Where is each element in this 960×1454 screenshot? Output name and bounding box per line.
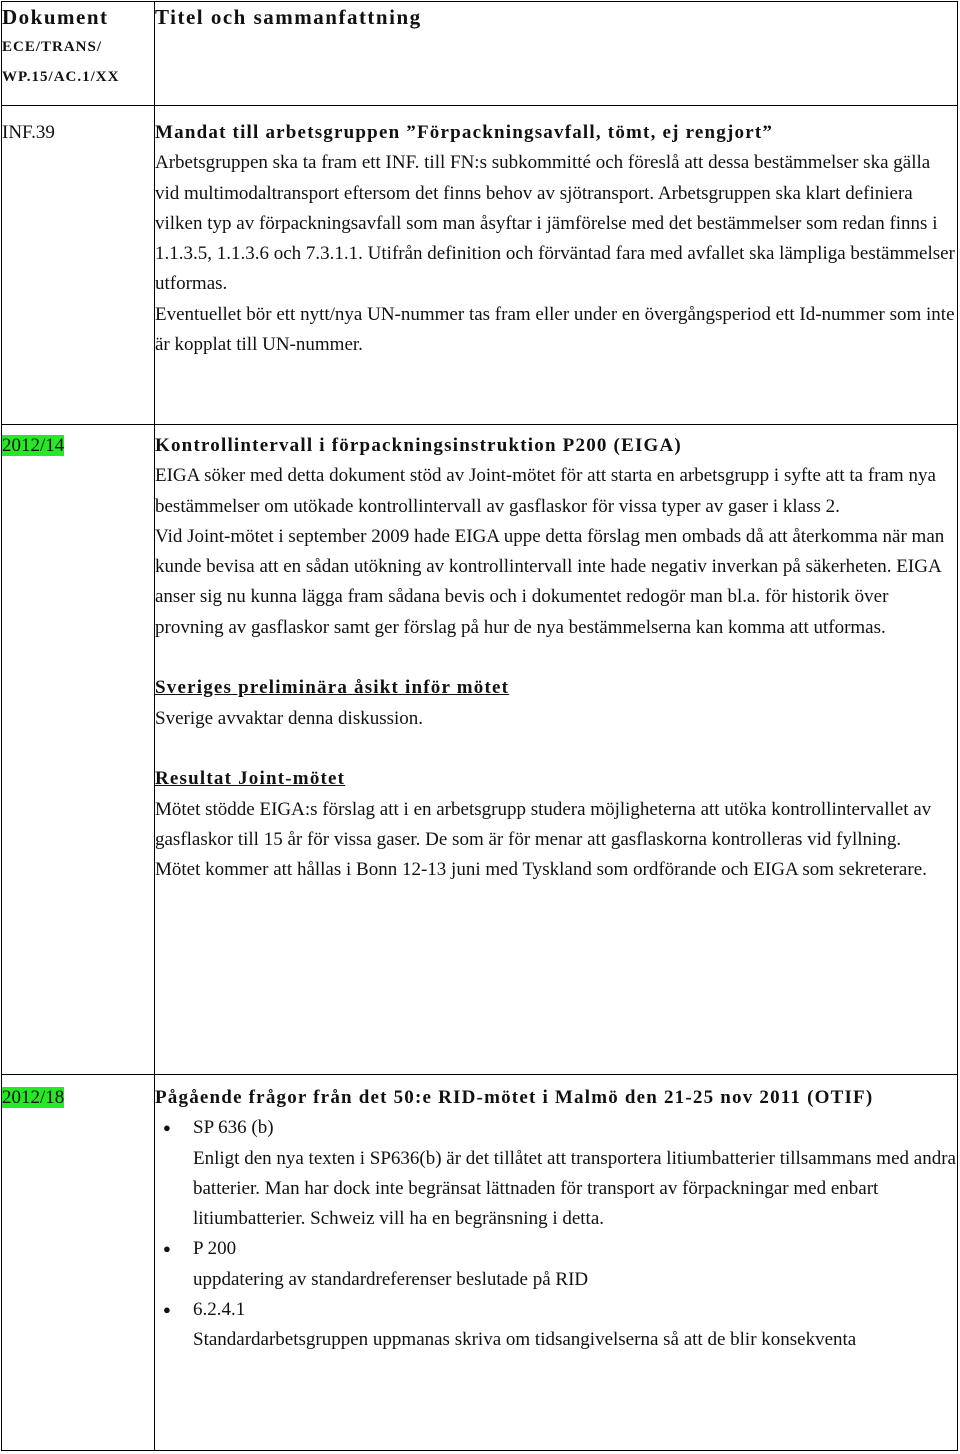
bullet-label: ● P 200 [193,1238,237,1260]
header-doc-cell [2,2,155,106]
row-2012-18 [2,1075,958,1451]
row-inf39 [2,106,958,425]
bullet-list [155,1113,957,1355]
item-paragraph: EIGA söker med detta dokument stöd av Joint-mötet för att starta en arbetsgrupp i syfte att ta fram nya bestämmelser om utökade kontrollintervall av gasflaskor för vissa typer av gaser i klass 2. [155,465,936,517]
item-title: Mandat till arbetsgruppen ”Förpackningsavfall, tömt, ej rengjort” [155,122,774,143]
result-paragraph: Mötet kommer att hållas i Bonn 12-13 juni med Tyskland som ordförande och EIGA som sekreterare. [155,859,927,881]
row-id-highlighted: 2012/18 [2,1087,65,1108]
bullet-text: uppdatering av standardreferenser beslutade på RID [193,1268,589,1290]
list-item [193,1295,957,1356]
item-title: Pågående frågor från det 50:e RID-mötet i Malmö den 21-25 nov 2011 (OTIF) [155,1087,874,1108]
list-item [193,1113,957,1234]
row-content-cell [155,425,958,1075]
item-paragraph: Arbetsgruppen ska ta fram ett INF. till FN:s subkommitté och föreslå att dessa bestämmelser ska gälla vid multimodaltransport eftersom det finns behov av sjötransport. Arbetsgruppen ska klart definiera vilken typ av förpackningsavfall som man åsyftar i jämförelse med det bestämmelser som redan finns i 1.1.3.5, 1.1.3.6 och 7.3.1.1. Utifrån definition och förväntad fara med avfallet ska lämpliga bestämmelser utformas. [155,152,955,295]
result-paragraph: Mötet stödde EIGA:s förslag att i en arbetsgrupp studera möjligheterna att utöka kontrollintervallet av gasflaskor till 15 år för vissa gaser. De som är för menar att gasflaskorna kontrolleras vid fyllning. [155,798,932,850]
header-row [2,2,958,106]
bullet-text: Enligt den nya texten i SP636(b) är det tillåtet att transportera litiumbatterier tillsammans med andra batterier. Man har dock inte begränsat lättnaden för transport av förpackningar med enbart litiumbatterier. Schweiz vill ha en begränsning i detta. [193,1147,956,1230]
spacer [155,643,957,673]
bullet-label: ● 6.2.4.1 [193,1299,246,1321]
row-id-cell [2,106,155,425]
sweden-opinion-heading: Sveriges preliminära åsikt inför mötet [155,677,510,699]
list-item [193,1234,957,1295]
title-summary-heading: Titel och sammanfattning [155,5,422,29]
row-2012-14 [2,425,958,1075]
row-content-cell [155,1075,958,1451]
bullet-label: ● SP 636 (b) [193,1117,274,1139]
result-heading: Resultat Joint-mötet [155,768,346,790]
doc-code: ECE/TRANS/ WP.15/AC.1/XX [2,39,120,85]
row-content-cell [155,106,958,425]
item-paragraph: Eventuellet bör ett nytt/nya UN-nummer tas fram eller under en övergångsperiod ett Id-nummer som inte är kopplat till UN-nummer. [155,303,955,356]
row-id-highlighted: 2012/14 [2,435,65,456]
item-title: Kontrollintervall i förpackningsinstruktion P200 (EIGA) [155,435,682,456]
spacer [155,734,957,764]
item-paragraph: Vid Joint-mötet i september 2009 hade EIGA uppe detta förslag men ombads då att återkomma när man kunde bevisa att en sådan utökning av kontrollintervall inte hade negativ inverkan på säkerheten. EIGA anser sig nu kunna lägga fram sådana bevis och i dokumentet redogör man bl.a. för historik över provning av gasflaskor samt ger förslag på hur de nya bestämmelserna kan komma att utformas. [155,525,945,638]
sweden-opinion-text: Sverige avvaktar denna diskussion. [155,707,424,729]
header-title-cell [155,2,958,106]
doc-label: Dokument [2,5,109,29]
row-id: INF.39 [2,122,55,143]
row-id-cell [2,1075,155,1451]
row-id-cell [2,425,155,1075]
bullet-text: Standardarbetsgruppen uppmanas skriva om tidsangivelserna så att de blir konsekventa [193,1329,857,1351]
document-table [1,1,958,1451]
